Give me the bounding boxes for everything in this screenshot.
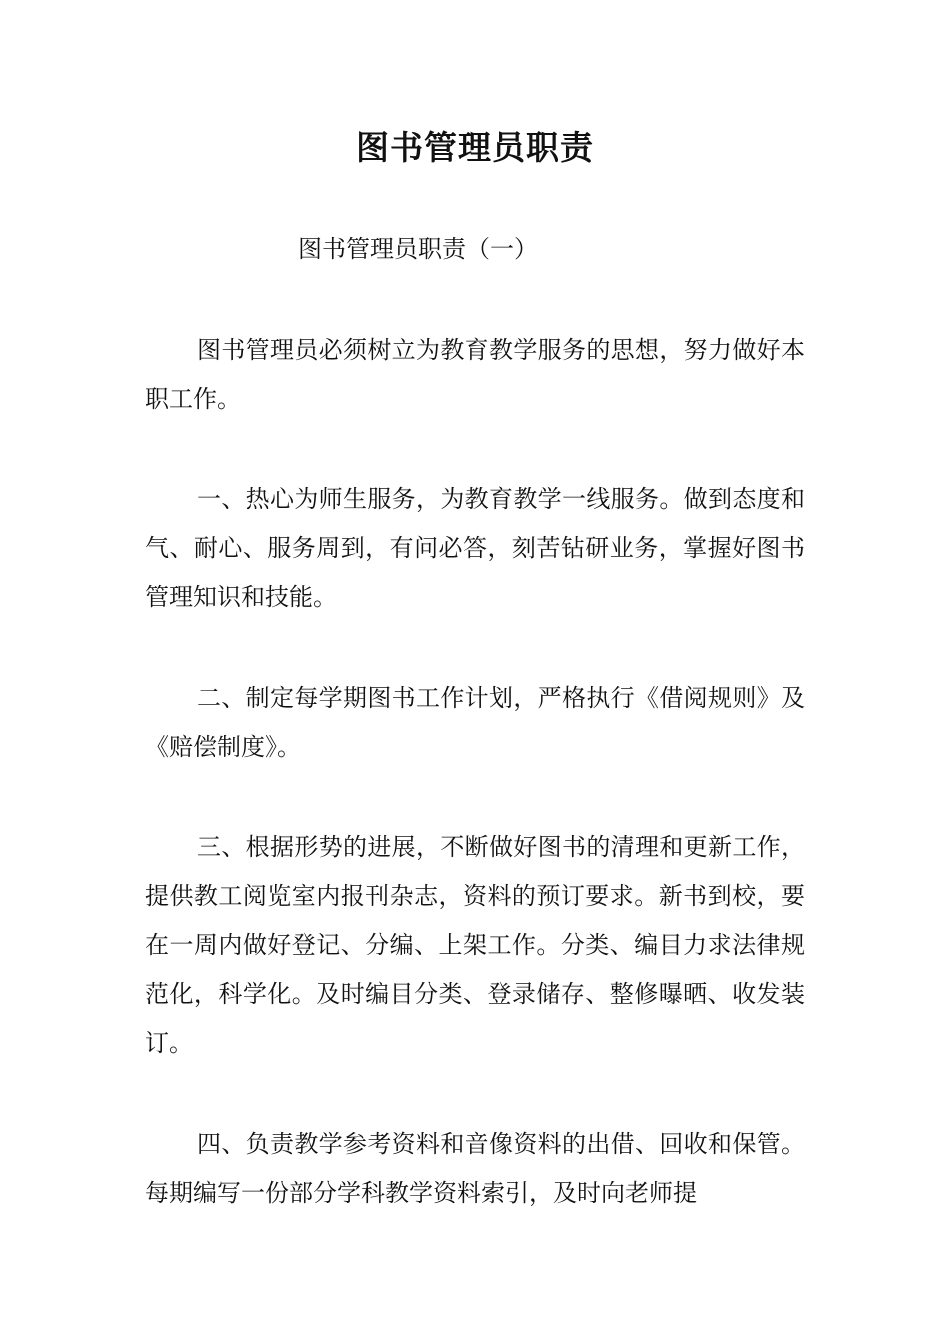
paragraph-duty-1: 一、热心为师生服务，为教育教学一线服务。做到态度和气、耐心、服务周到，有问必答，刻苦钻研业务，掌握好图书管理知识和技能。 [145, 485, 805, 611]
paragraph-duty-2: 二、制定每学期图书工作计划，严格执行《借阅规则》及《赔偿制度》。 [145, 684, 805, 761]
paragraph-duty-3: 三、根据形势的进展，不断做好图书的清理和更新工作，提供教工阅览室内报刊杂志，资料的预订要求。新书到校，要在一周内做好登记、分编、上架工作。分类、编目力求法律规范化，科学化。及时编目分类、登录储存、整修曝晒、收发装订。 [145, 833, 805, 1057]
paragraph-duty-4: 四、负责教学参考资料和音像资料的出借、回收和保管。每期编写一份部分学科教学资料索引，及时向老师提 [145, 1130, 805, 1207]
paragraph-intro: 图书管理员必须树立为教育教学服务的思想，努力做好本职工作。 [145, 336, 805, 413]
document-subtitle: 图书管理员职责（一） [298, 235, 538, 263]
document-title: 图书管理员职责 [356, 128, 594, 167]
